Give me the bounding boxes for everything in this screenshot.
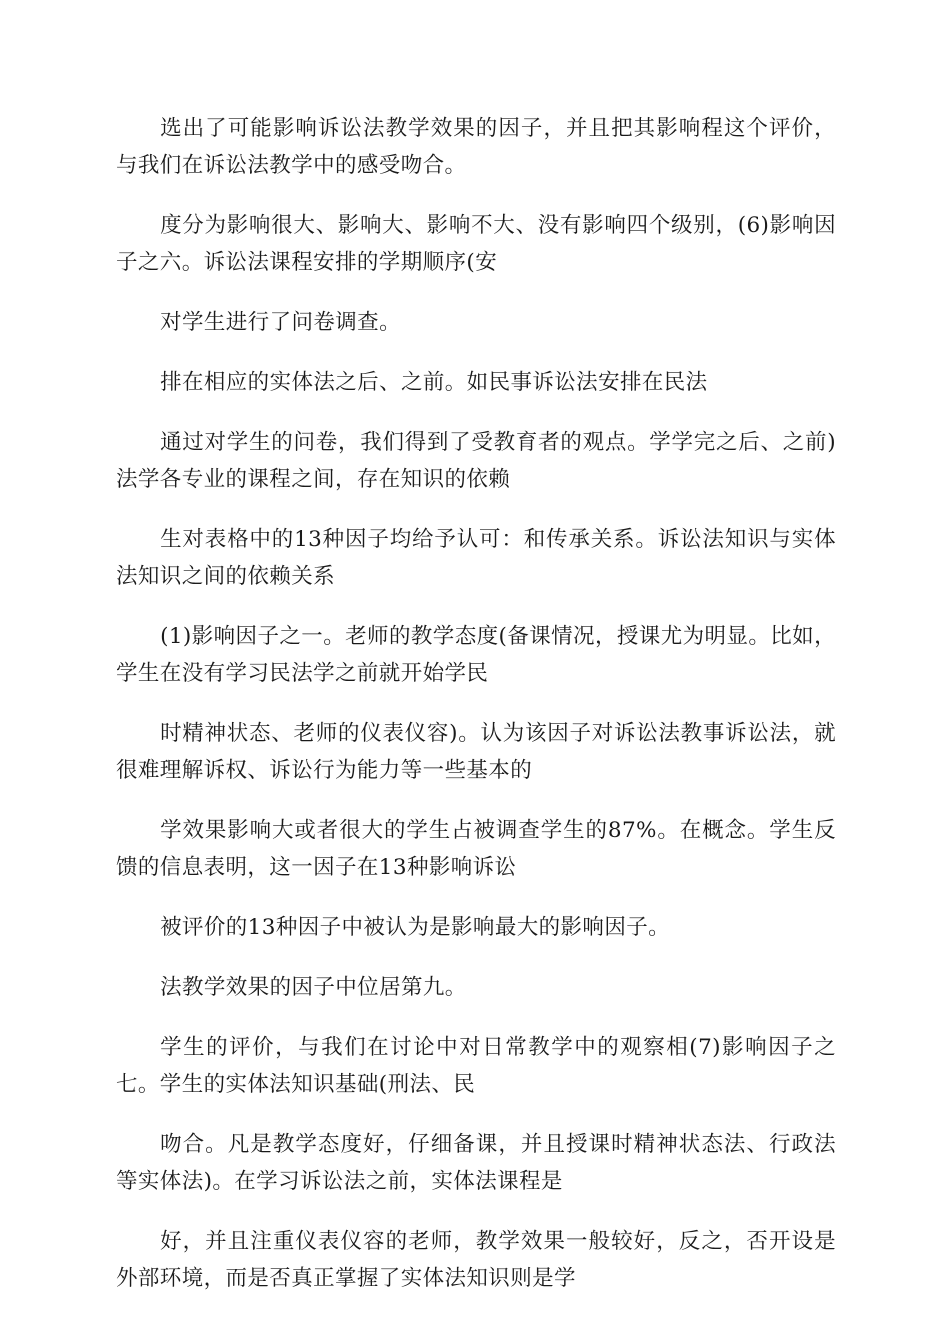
paragraph-3: 对学生进行了问卷调查。	[160, 310, 401, 335]
paragraph-6: 生对表格中的13种因子均给予认可：和传承关系。诉讼法知识与实体法知识之间的依赖关系	[116, 527, 836, 589]
paragraph-10: 被评价的13种因子中被认为是影响最大的影响因子。	[160, 915, 671, 940]
paragraph-1: 选出了可能影响诉讼法教学效果的因子，并且把其影响程这个评价，与我们在诉讼法教学中的感受吻合。	[116, 116, 836, 178]
paragraph-13: 吻合。凡是教学态度好，仔细备课，并且授课时精神状态法、行政法等实体法)。在学习诉讼法之前，实体法课程是	[116, 1132, 836, 1194]
paragraph-14: 好，并且注重仪表仪容的老师，教学效果一般较好，反之，否开设是外部环境，而是否真正掌握了实体法知识则是学	[116, 1229, 836, 1291]
paragraph-11: 法教学效果的因子中位居第九。	[160, 975, 467, 1000]
paragraph-5: 通过对学生的问卷，我们得到了受教育者的观点。学学完之后、之前)法学各专业的课程之间，存在知识的依赖	[116, 430, 836, 492]
paragraph-8: 时精神状态、老师的仪表仪容)。认为该因子对诉讼法教事诉讼法，就很难理解诉权、诉讼行为能力等一些基本的	[116, 721, 836, 783]
paragraph-12: 学生的评价，与我们在讨论中对日常教学中的观察相(7)影响因子之七。学生的实体法知识基础(刑法、民	[116, 1035, 836, 1097]
paragraph-2: 度分为影响很大、影响大、影响不大、没有影响四个级别，(6)影响因子之六。诉讼法课程安排的学期顺序(安	[116, 213, 836, 275]
paragraph-7: (1)影响因子之一。老师的教学态度(备课情况，授课尤为明显。比如，学生在没有学习民法学之前就开始学民	[116, 624, 836, 686]
paragraph-4: 排在相应的实体法之后、之前。如民事诉讼法安排在民法	[160, 370, 708, 395]
document-body	[116, 110, 836, 1320]
paragraph-9: 学效果影响大或者很大的学生占被调查学生的87%。在概念。学生反馈的信息表明，这一因子在13种影响诉讼	[116, 818, 836, 880]
